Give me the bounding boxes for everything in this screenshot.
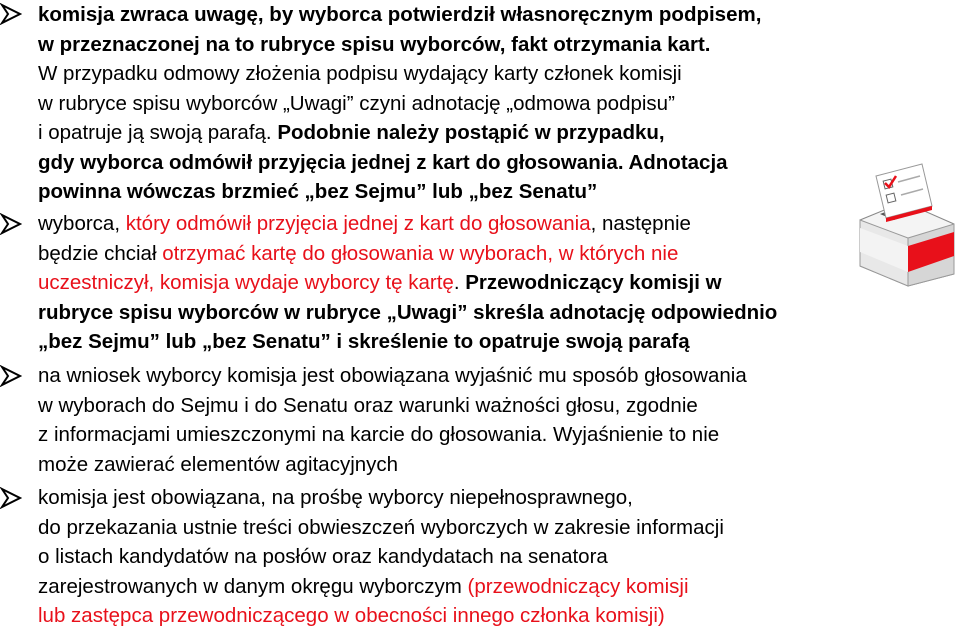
arrow-bullet-icon	[0, 3, 22, 25]
text-line	[38, 268, 777, 298]
text-run: W przypadku odmowy złożenia podpisu wydający karty członek komisji	[38, 62, 682, 85]
ballot-box-icon	[846, 162, 959, 287]
text-line	[38, 89, 761, 119]
text-line	[38, 391, 747, 421]
text-line	[38, 327, 777, 357]
arrow-bullet-icon	[0, 487, 22, 509]
list-item-text	[38, 209, 777, 357]
text-run: o listach kandydatów na posłów oraz kandydatach na senatora	[38, 545, 608, 568]
text-run: z informacjami umieszczonymi na karcie do głosowania. Wyjaśnienie to nie	[38, 423, 720, 446]
text-line	[38, 239, 777, 269]
list-item-text	[38, 483, 724, 631]
text-line	[38, 601, 724, 631]
text-run: może zawierać elementów agitacyjnych	[38, 452, 399, 476]
text-run: gdy wyborca odmówił przyjęcia jednej z kart do głosowania. Adnotacja	[38, 150, 728, 174]
text-line	[38, 30, 761, 60]
text-run: otrzymać kartę do głosowania w wyborach, w których nie	[162, 241, 679, 265]
text-run: uczestniczył, komisja wydaje wyborcy tę kartę	[38, 271, 454, 294]
text-run: „bez Sejmu” lub „bez Senatu” i skreślenie to opatruje swoją parafą	[38, 330, 690, 353]
text-run: zarejestrowanych w danym okręgu wyborczym	[38, 574, 468, 598]
list-item-text	[38, 361, 747, 479]
text-run: powinna wówczas brzmieć „bez Sejmu” lub „bez Senatu”	[38, 180, 598, 203]
text-line	[38, 483, 724, 513]
text-line	[38, 148, 761, 178]
text-run: wyborca,	[38, 212, 126, 235]
text-line	[38, 513, 724, 543]
text-run: Przewodniczący komisji w	[465, 271, 722, 294]
text-run: lub zastępca przewodniczącego w obecności innego członka komisji)	[38, 604, 665, 627]
text-run: na wniosek wyborcy komisja jest obowiązana wyjaśnić mu sposób głosowania	[38, 364, 747, 387]
text-run: w wyborach do Sejmu i do Senatu oraz warunki ważności głosu, zgodnie	[38, 393, 698, 417]
text-line	[38, 361, 747, 391]
text-line	[38, 420, 747, 450]
text-run: i opatruje ją swoją parafą.	[38, 121, 278, 144]
text-line	[38, 542, 724, 572]
text-run: .	[453, 271, 466, 294]
text-run: będzie chciał	[38, 241, 163, 265]
arrow-bullet-icon	[0, 365, 22, 387]
text-line	[38, 209, 777, 239]
text-line	[38, 450, 747, 480]
text-run: komisja jest obowiązana, na prośbę wyborcy niepełnosprawnego,	[38, 486, 633, 509]
text-line	[38, 177, 761, 207]
text-run: do przekazania ustnie treści obwieszczeń wyborczych w zakresie informacji	[38, 515, 724, 539]
text-run: Podobnie należy postąpić w przypadku,	[277, 121, 665, 144]
text-line	[38, 118, 761, 148]
text-run: w rubryce spisu wyborców „Uwagi” czyni adnotację „odmowa podpisu”	[38, 91, 675, 115]
text-run: (przewodniczący komisji	[467, 574, 689, 598]
text-line	[38, 572, 724, 602]
text-line	[38, 59, 761, 89]
text-run: w przeznaczonej na to rubryce spisu wyborców, fakt otrzymania kart.	[38, 32, 711, 56]
text-run: komisja zwraca uwagę, by wyborca potwierdził własnoręcznym podpisem,	[38, 3, 762, 26]
text-run: który odmówił przyjęcia jednej z kart do głosowania	[125, 212, 591, 235]
text-line	[38, 0, 761, 30]
text-run: , następnie	[590, 212, 691, 235]
text-line	[38, 298, 777, 328]
text-run: rubryce spisu wyborców w rubryce „Uwagi” skreśla adnotację odpowiednio	[38, 300, 778, 324]
arrow-bullet-icon	[0, 213, 22, 235]
list-item-text	[38, 0, 761, 207]
